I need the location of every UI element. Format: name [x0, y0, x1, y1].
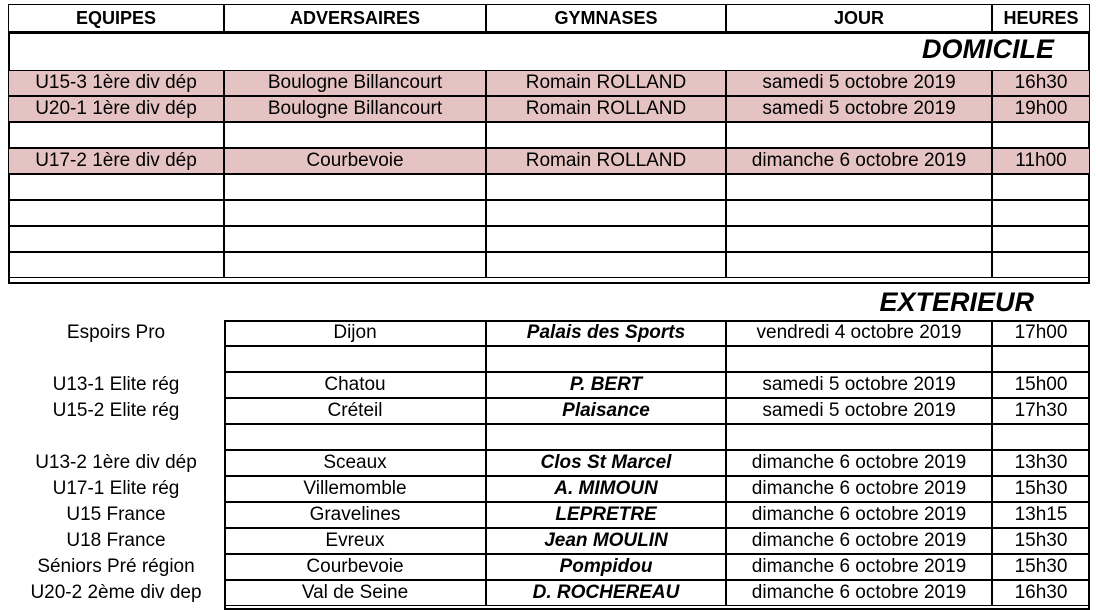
gymnase-cell [486, 122, 726, 148]
equipe-cell [8, 174, 224, 200]
jour-cell: samedi 5 octobre 2019 [726, 372, 992, 398]
header-gymnases: GYMNASES [486, 4, 726, 32]
empty-row [0, 200, 1096, 226]
equipe-cell: U18 France [66, 530, 166, 551]
equipe-cell [8, 346, 224, 372]
heure-cell: 16h30 [992, 580, 1090, 606]
gymnase-cell: A. MIMOUN [486, 476, 726, 502]
jour-cell [726, 200, 992, 226]
empty-row [0, 226, 1096, 252]
heure-cell: 16h30 [992, 70, 1090, 96]
equipe-cell: U20-2 2ème div dep [30, 582, 202, 603]
equipe-cell [8, 200, 224, 226]
jour-cell: samedi 5 octobre 2019 [726, 96, 992, 122]
exterieur-frame [224, 320, 1090, 610]
heure-cell [992, 200, 1090, 226]
jour-cell [726, 252, 992, 278]
domicile-title: DOMICILE [922, 34, 1054, 64]
jour-cell [726, 174, 992, 200]
heure-cell [992, 122, 1090, 148]
adversaire-cell: Courbevoie [224, 554, 486, 580]
adversaire-cell [224, 174, 486, 200]
heure-cell: 11h00 [992, 148, 1090, 174]
gymnase-cell: P. BERT [486, 372, 726, 398]
equipe-cell [8, 226, 224, 252]
empty-row [0, 252, 1096, 278]
gymnase-cell: Palais des Sports [486, 320, 726, 346]
adversaire-cell: Dijon [224, 320, 486, 346]
equipe-cell: U13-2 1ère div dép [35, 452, 197, 473]
adversaire-cell: Gravelines [224, 502, 486, 528]
jour-cell: dimanche 6 octobre 2019 [726, 450, 992, 476]
jour-cell [726, 122, 992, 148]
adversaire-cell [224, 122, 486, 148]
jour-cell: dimanche 6 octobre 2019 [726, 476, 992, 502]
exterieur-title: EXTERIEUR [879, 287, 1034, 317]
header-adversaires: ADVERSAIRES [224, 4, 486, 32]
adversaire-cell: Créteil [224, 398, 486, 424]
table-row [0, 70, 1096, 96]
equipe-cell: Espoirs Pro [66, 322, 166, 343]
gymnase-cell: Romain ROLLAND [486, 70, 726, 96]
gymnase-cell: Romain ROLLAND [486, 96, 726, 122]
equipe-cell: U15-2 Elite rég [52, 400, 180, 421]
heure-cell: 13h15 [992, 502, 1090, 528]
jour-cell: samedi 5 octobre 2019 [726, 398, 992, 424]
equipe-cell [8, 424, 224, 450]
gymnase-cell [486, 174, 726, 200]
adversaire-cell: Courbevoie [224, 148, 486, 174]
heure-cell: 15h30 [992, 528, 1090, 554]
adversaire-cell: Val de Seine [224, 580, 486, 606]
table-row [0, 96, 1096, 122]
heure-cell: 15h00 [992, 372, 1090, 398]
adversaire-cell [224, 252, 486, 278]
empty-row [0, 174, 1096, 200]
header-heures: HEURES [992, 4, 1090, 32]
jour-cell: dimanche 6 octobre 2019 [726, 148, 992, 174]
equipe-cell [8, 252, 224, 278]
adversaire-cell: Boulogne Billancourt [224, 70, 486, 96]
gymnase-cell: D. ROCHEREAU [486, 580, 726, 606]
gymnase-cell: Pompidou [486, 554, 726, 580]
heure-cell [992, 252, 1090, 278]
jour-cell: samedi 5 octobre 2019 [726, 70, 992, 96]
heure-cell: 15h30 [992, 554, 1090, 580]
gymnase-cell: Plaisance [486, 398, 726, 424]
equipe-cell: U20-1 1ère div dép [8, 96, 224, 122]
gymnase-cell [486, 252, 726, 278]
gymnase-cell: Clos St Marcel [486, 450, 726, 476]
header-jour: JOUR [726, 4, 992, 32]
adversaire-cell: Boulogne Billancourt [224, 96, 486, 122]
adversaire-cell: Evreux [224, 528, 486, 554]
jour-cell: dimanche 6 octobre 2019 [726, 528, 992, 554]
gymnase-cell [486, 200, 726, 226]
heure-cell: 13h30 [992, 450, 1090, 476]
jour-cell [726, 226, 992, 252]
adversaire-cell: Villemomble [224, 476, 486, 502]
jour-cell: dimanche 6 octobre 2019 [726, 554, 992, 580]
table-row [0, 148, 1096, 174]
adversaire-cell [224, 226, 486, 252]
heure-cell: 17h30 [992, 398, 1090, 424]
header-row [0, 4, 1096, 32]
heure-cell: 19h00 [992, 96, 1090, 122]
heure-cell [992, 226, 1090, 252]
gymnase-cell: Romain ROLLAND [486, 148, 726, 174]
equipe-cell: U17-2 1ère div dép [8, 148, 224, 174]
adversaire-cell: Chatou [224, 372, 486, 398]
jour-cell: vendredi 4 octobre 2019 [726, 320, 992, 346]
equipe-cell [8, 122, 224, 148]
equipe-cell: U15 France [66, 504, 166, 525]
gymnase-cell: Jean MOULIN [486, 528, 726, 554]
equipe-cell: U17-1 Elite rég [52, 478, 180, 499]
jour-cell: dimanche 6 octobre 2019 [726, 502, 992, 528]
equipe-cell: U13-1 Elite rég [52, 374, 180, 395]
equipe-cell: U15-3 1ère div dép [8, 70, 224, 96]
jour-cell: dimanche 6 octobre 2019 [726, 580, 992, 606]
adversaire-cell: Sceaux [224, 450, 486, 476]
empty-row [0, 122, 1096, 148]
heure-cell [992, 174, 1090, 200]
heure-cell: 15h30 [992, 476, 1090, 502]
header-equipes: EQUIPES [8, 4, 224, 32]
gymnase-cell [486, 226, 726, 252]
gymnase-cell: LEPRETRE [486, 502, 726, 528]
equipe-cell: Séniors Pré région [37, 556, 195, 577]
adversaire-cell [224, 200, 486, 226]
heure-cell: 17h00 [992, 320, 1090, 346]
